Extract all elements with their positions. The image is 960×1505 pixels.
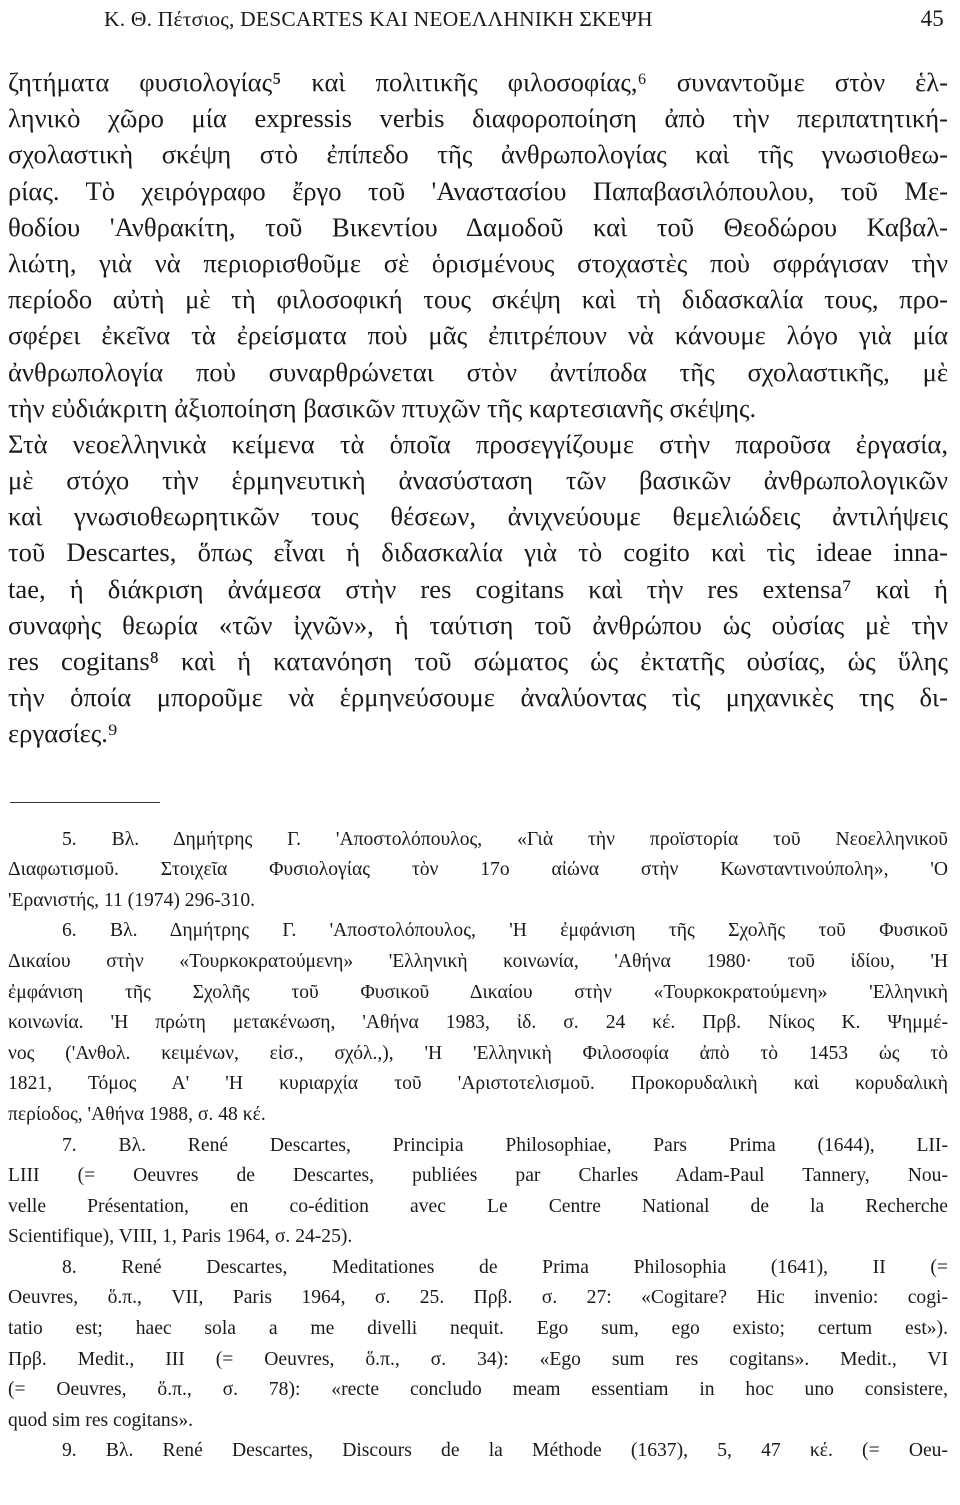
body-line: Στὰ νεοελληνικὰ κείμενα τὰ ὁποῖα προσεγγίζουμε στὴν παροῦσα ἐργασία, [8, 428, 948, 459]
body-line: καὶ γνωσιοθεωρητικῶν τους θέσεων, ἀνιχνεύουμε θεμελιώδεις ἀντιλήψεις [8, 501, 948, 532]
main-text [8, 64, 948, 752]
body-line: περίοδο αὐτὴ μὲ τὴ φιλοσοφική τους σκέψη καὶ τὴ διδασκαλία τους, προ- [8, 284, 948, 315]
body-line: ρίας. Τὸ χειρόγραφο ἔργο τοῦ 'Αναστασίου Παπαβασιλόπουλου, τοῦ Με- [8, 175, 948, 206]
running-header [104, 6, 944, 46]
body-line: τοῦ Descartes, ὅπως εἶναι ἡ διδασκαλία γιὰ τὸ cogito καὶ τὶς ideae inna- [8, 537, 948, 568]
footnote-line: 1821, Τόμος Α' 'Η κυριαρχία τοῦ 'Αριστοτελισμοῦ. Προκορυδαλικὴ καὶ κορυδαλικὴ [8, 1073, 948, 1095]
footnote-line: Δικαίου στὴν «Τουρκοκρατούμενη» 'Ελληνικὴ κοινωνία, 'Αθήνα 1980· τοῦ ἰδίου, 'Η [8, 950, 948, 972]
body-line: συναφὴς θεωρία «τῶν ἰχνῶν», ἡ ταύτιση τοῦ ἀνθρώπου ὡς οὐσίας μὲ τὴν [8, 609, 948, 640]
footnote-line: LIII (= Oeuvres de Descartes, publiées par Charles Adam-Paul Tannery, Nou- [8, 1165, 948, 1187]
footnote-separator [10, 802, 160, 803]
body-line: ληνικὸ χῶρο μία expressis verbis διαφοροποίηση ἀπὸ τὴν περιπατητική- [8, 103, 948, 134]
footnote-line: 9. Βλ. René Descartes, Discours de la Méthode (1637), 5, 47 κέ. (= Oeu- [62, 1440, 948, 1462]
body-line: μὲ στόχο τὴν ἑρμηνευτικὴ ἀνασύσταση τῶν βασικῶν ἀνθρωπολογικῶν [8, 465, 948, 496]
body-line: res cogitans⁸ καὶ ἡ κατανόηση τοῦ σώματος ὡς ἐκτατῆς οὐσίας, ὡς ὕλης [8, 646, 948, 676]
footnote-line: 7. Βλ. René Descartes, Principia Philosophiae, Pars Prima (1644), LII- [62, 1134, 948, 1156]
footnote-line: Scientifique), VIII, 1, Paris 1964, σ. 24-25). [8, 1226, 353, 1248]
footnote-line: ἐμφάνιση τῆς Σχολῆς τοῦ Φυσικοῦ Δικαίου στὴν «Τουρκοκρατούμενη» 'Ελληνικὴ [8, 981, 948, 1003]
body-line: σχολαστικὴ σκέψη στὸ ἐπίπεδο τῆς ἀνθρωπολογίας καὶ τῆς γνωσιοθεω- [8, 139, 948, 170]
footnote-line: 5. Βλ. Δημήτρης Γ. 'Αποστολόπουλος, «Γιὰ τὴν προϊστορία τοῦ Νεοελληνικοῦ [62, 828, 948, 850]
footnote-line: Πρβ. Medit., III (= Oeuvres, ὅ.π., σ. 34): «Ego sum res cogitans». Medit., VI [8, 1348, 948, 1370]
footnote-line: περίοδος, 'Αθήνα 1988, σ. 48 κέ. [8, 1103, 266, 1125]
footnote-line: velle Présentation, en co-édition avec Le Centre National de la Recherche [8, 1195, 948, 1217]
body-line: ἀνθρωπολογία ποὺ συναρθρώνεται στὸν ἀντίποδα τῆς σχολαστικῆς, μὲ [8, 356, 948, 387]
body-line: λιώτη, γιὰ νὰ περιορισθοῦμε σὲ ὁρισμένους στοχαστὲς ποὺ σφράγισαν τὴν [8, 247, 948, 278]
body-line: ζητήματα φυσιολογίας⁵ καὶ πολιτικῆς φιλοσοφίας,⁶ συναντοῦμε στὸν ἑλ- [8, 67, 948, 97]
footnote-line: Διαφωτισμοῦ. Στοιχεῖα Φυσιολογίας τὸν 17ο αἰώνα στὴν Κωνσταντινούπολη», 'Ο [8, 859, 948, 881]
body-line: tae, ἡ διάκριση ἀνάμεσα στὴν res cogitans καὶ τὴν res extensa⁷ καὶ ἡ [8, 573, 948, 604]
body-line: σφέρει ἐκεῖνα τὰ ἐρείσματα ποὺ μᾶς ἐπιτρέπουν νὰ κάνουμε λόγο γιὰ μία [8, 320, 948, 351]
footnote-line: tatio est; haec sola a me divelli nequit. Ego sum, ego existo; certum est»). [8, 1318, 948, 1340]
body-line: τὴν ὁποία μποροῦμε νὰ ἑρμηνεύσουμε ἀναλύοντας τὶς μηχανικὲς της δι- [8, 682, 948, 713]
running-title: Κ. Θ. Πέτσιος, DESCARTES ΚΑΙ ΝΕΟΕΛΛΗΝΙΚΗ ΣΚΕΨΗ [104, 7, 653, 31]
footnote-line: νος ('Ανθολ. κειμένων, εἰσ., σχόλ.,), 'Η 'Ελληνικὴ Φιλοσοφία ἀπὸ τὸ 1453 ὡς τὸ [8, 1042, 948, 1064]
footnote-line: 6. Βλ. Δημήτρης Γ. 'Αποστολόπουλος, 'Η ἐμφάνιση τῆς Σχολῆς τοῦ Φυσικοῦ [62, 920, 948, 942]
footnote-line: 8. René Descartes, Meditationes de Prima Philosophia (1641), II (= [62, 1256, 948, 1278]
footnote-line: quod sim res cogitans». [8, 1409, 194, 1431]
footnotes [8, 825, 948, 1467]
footnote-line: (= Oeuvres, ὅ.π., σ. 78): «recte concludo meam essentiam in hoc uno consistere, [8, 1379, 948, 1401]
footnote-line: Oeuvres, ὅ.π., VII, Paris 1964, σ. 25. Πρβ. σ. 27: «Cogitare? Hic invenio: cogi- [8, 1287, 948, 1309]
footnote-line: 'Ερανιστής, 11 (1974) 296-310. [8, 889, 256, 911]
body-line: θοδίου 'Ανθρακίτη, τοῦ Βικεντίου Δαμοδοῦ καὶ τοῦ Θεοδώρου Καβαλ- [8, 211, 948, 242]
footnote-line: κοινωνία. 'Η πρώτη μετακένωση, 'Αθήνα 1983, ἰδ. σ. 24 κέ. Πρβ. Νίκος Κ. Ψημμέ- [8, 1012, 948, 1034]
page-number: 45 [920, 6, 944, 31]
body-line: εργασίες.⁹ [8, 718, 118, 749]
body-line: τὴν εὐδιάκριτη ἀξιοποίηση βασικῶν πτυχῶν τῆς καρτεσιανῆς σκέψης. [8, 392, 757, 423]
